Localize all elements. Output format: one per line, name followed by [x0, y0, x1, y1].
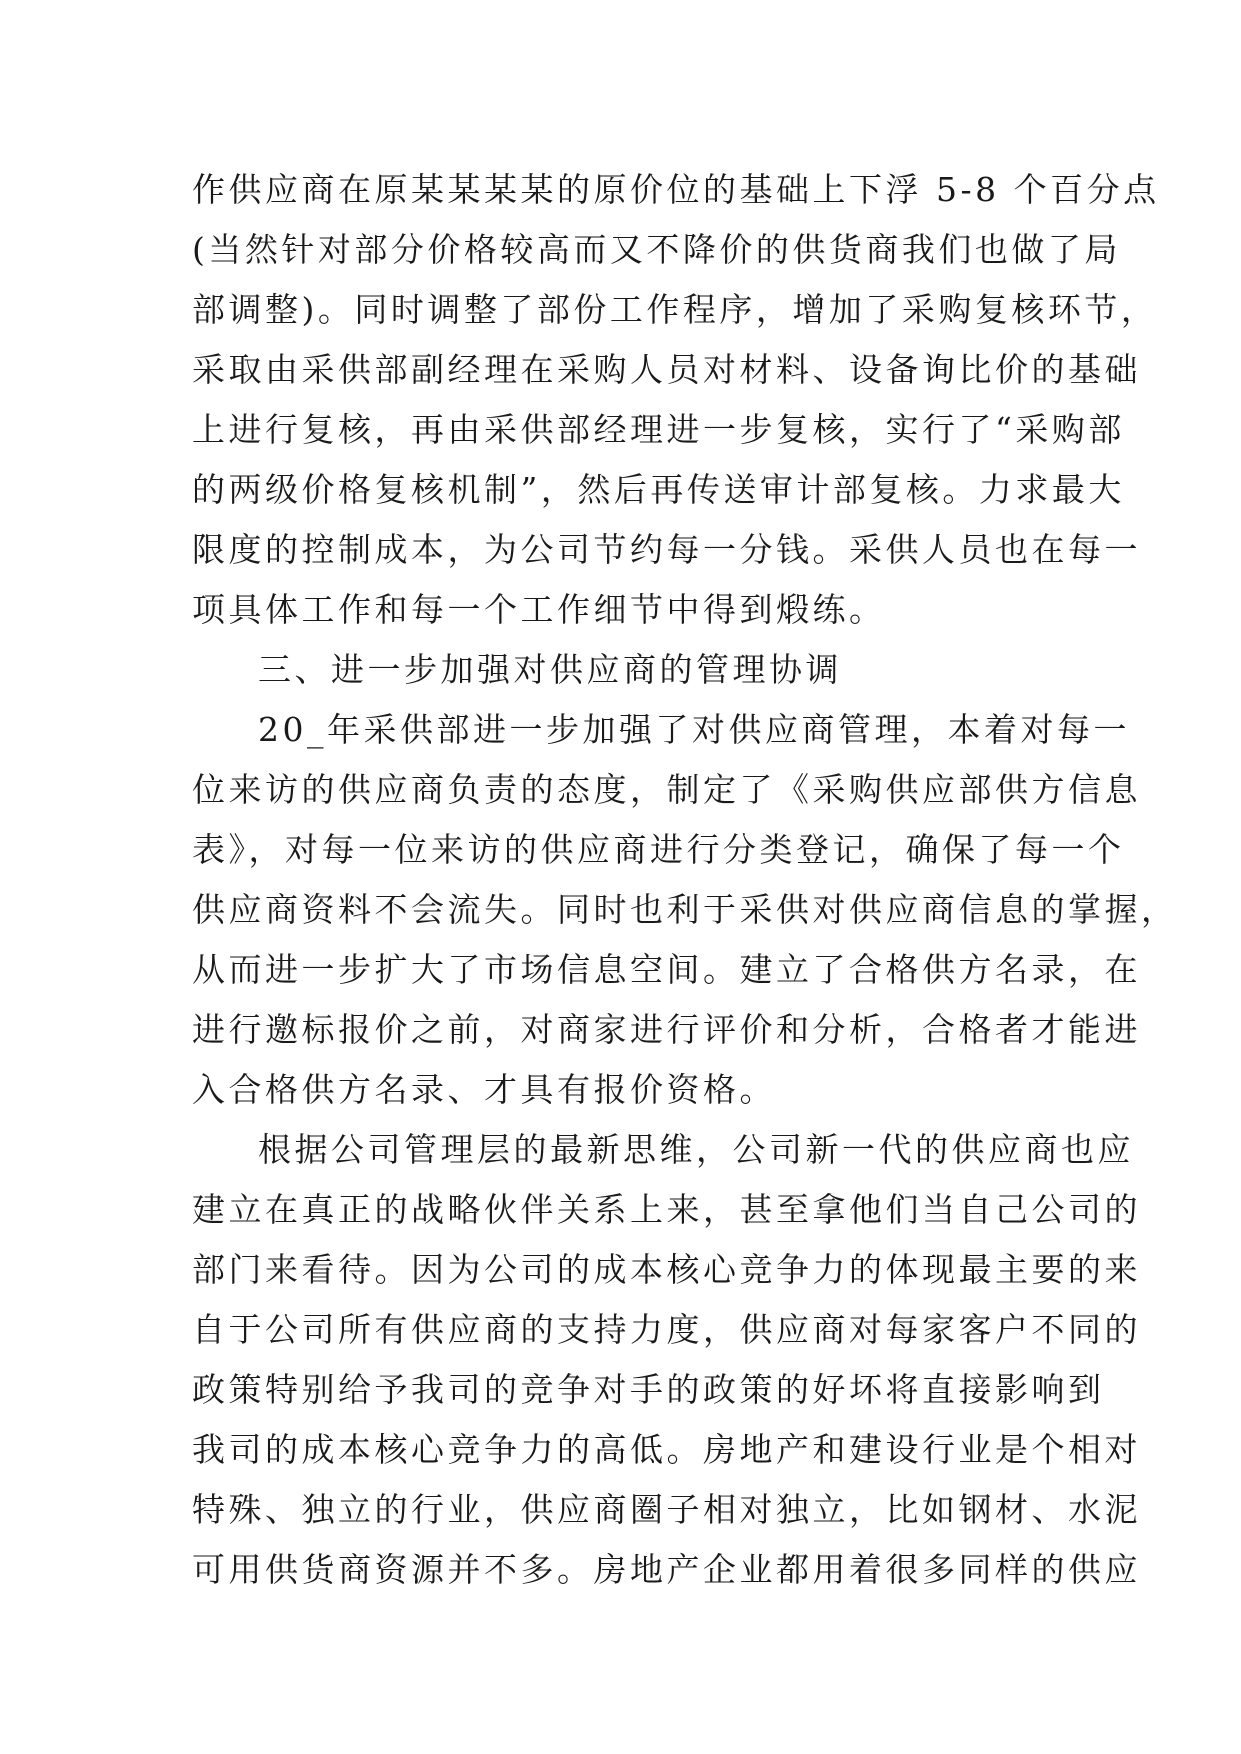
text-line: 特殊、独立的行业，供应商圈子相对独立，比如钢材、水泥 — [192, 1490, 1141, 1529]
text-line: 20_年采供部进一步加强了对供应商管理，本着对每一 — [258, 710, 1130, 749]
text-line: 建立在真正的战略伙伴关系上来，甚至拿他们当自己公司的 — [192, 1190, 1141, 1229]
text-line: 进行邀标报价之前，对商家进行评价和分析，合格者才能进 — [192, 1010, 1141, 1049]
section-heading: 三、进一步加强对供应商的管理协调 — [258, 650, 842, 689]
text-line: 采取由采供部副经理在采购人员对材料、设备询比价的基础 — [192, 350, 1141, 389]
text-line: 部门来看待。因为公司的成本核心竞争力的体现最主要的来 — [192, 1250, 1141, 1289]
text-line: 位来访的供应商负责的态度，制定了《采购供应部供方信息 — [192, 770, 1141, 809]
document-body — [192, 160, 1178, 1600]
text-line: 项具体工作和每一个工作细节中得到煅练。 — [192, 590, 886, 629]
text-line: 政策特别给予我司的竞争对手的政策的好坏将直接影响到 — [192, 1370, 1105, 1409]
text-line: 部调整)。同时调整了部份工作程序，增加了采购复核环节， — [192, 290, 1158, 329]
text-line: 供应商资料不会流失。同时也利于采供对供应商信息的掌握， — [192, 890, 1178, 929]
text-line: (当然针对部分价格较高而又不降价的供货商我们也做了局 — [192, 230, 1121, 269]
text-line: 的两级价格复核机制”，然后再传送审计部复核。力求最大 — [192, 470, 1125, 509]
paragraph-cost-control — [192, 160, 1160, 640]
text-line: 作供应商在原某某某某的原价位的基础上下浮 5-8 个百分点 — [192, 170, 1160, 209]
text-line: 入合格供方名录、才具有报价资格。 — [192, 1070, 776, 1109]
text-line: 可用供货商资源并不多。房地产企业都用着很多同样的供应 — [192, 1550, 1141, 1589]
text-line: 我司的成本核心竞争力的高低。房地产和建设行业是个相对 — [192, 1430, 1141, 1469]
paragraph-supplier-registration — [192, 700, 1178, 1120]
paragraph-strategic-partnership — [192, 1120, 1141, 1600]
text-line: 限度的控制成本，为公司节约每一分钱。采供人员也在每一 — [192, 530, 1141, 569]
section-heading-supplier-management — [192, 640, 1052, 700]
text-line: 从而进一步扩大了市场信息空间。建立了合格供方名录，在 — [192, 950, 1141, 989]
text-line: 上进行复核，再由采供部经理进一步复核，实行了“采购部 — [192, 410, 1125, 449]
text-line: 表》，对每一位来访的供应商进行分类登记，确保了每一个 — [192, 830, 1125, 869]
text-line: 根据公司管理层的最新思维，公司新一代的供应商也应 — [258, 1130, 1134, 1169]
text-line: 自于公司所有供应商的支持力度，供应商对每家客户不同的 — [192, 1310, 1141, 1349]
